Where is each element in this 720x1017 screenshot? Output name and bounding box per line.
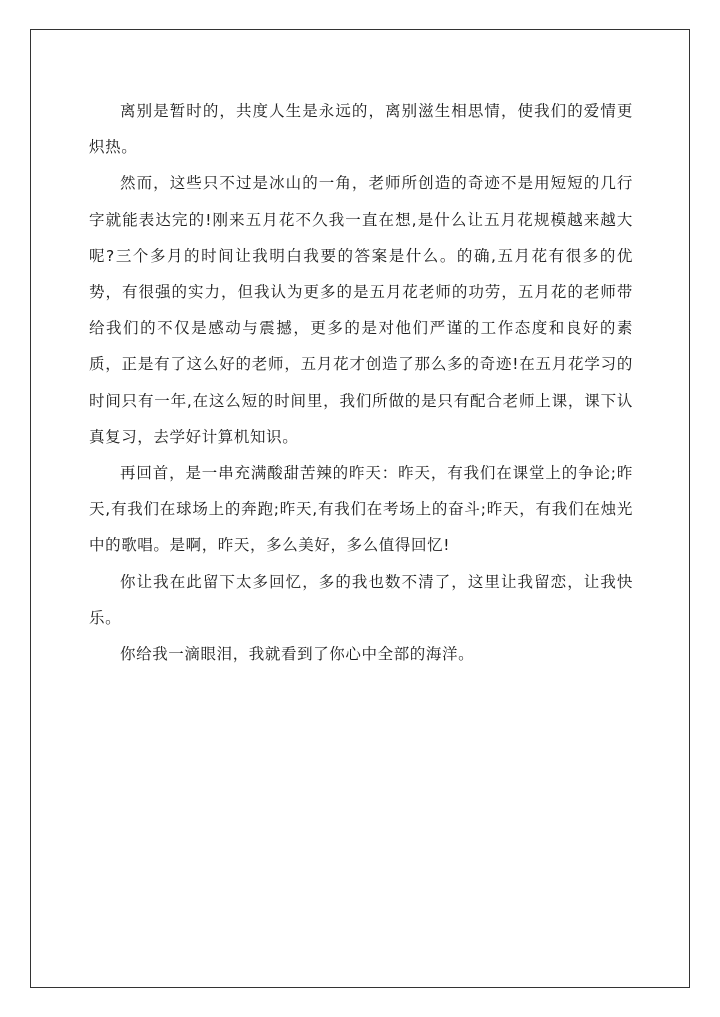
paragraph-farewell: 离别是暂时的，共度人生是永远的，离别滋生相思情，使我们的爱情更炽热。 — [89, 102, 633, 157]
document-body — [89, 93, 633, 672]
paragraph-memories: 你让我在此留下太多回忆，多的我也数不清了，这里让我留恋，让我快乐。 — [89, 572, 633, 627]
paragraph-ocean: 你给我一滴眼泪，我就看到了你心中全部的海洋。 — [120, 645, 475, 664]
paragraph-teachers: 然而，这些只不过是冰山的一角，老师所创造的奇迹不是用短短的几行字就能表达完的!刚来五月花不久我一直在想,是什么让五月花规模越来越大呢?三个多月的时间让我明白我要的答案是什么。的确,五月花有很多的优势，有很强的实力，但我认为更多的是五月花老师的功劳，五月花的老师带给我们的不仅是感动与震撼，更多的是对他们严谨的工作态度和良好的素质，正是有了这么好的老师，五月花才创造了那么多的奇迹!在五月花学习的时间只有一年,在这么短的时间里，我们所做的是只有配合老师上课，课下认真复习，去学好计算机知识。 — [89, 174, 633, 446]
paragraph-yesterday: 再回首，是一串充满酸甜苦辣的昨天：昨天，有我们在课堂上的争论;昨天,有我们在球场上的奔跑;昨天,有我们在考场上的奋斗;昨天，有我们在烛光中的歌唱。是啊，昨天，多么美好，多么值得回忆! — [89, 464, 633, 555]
